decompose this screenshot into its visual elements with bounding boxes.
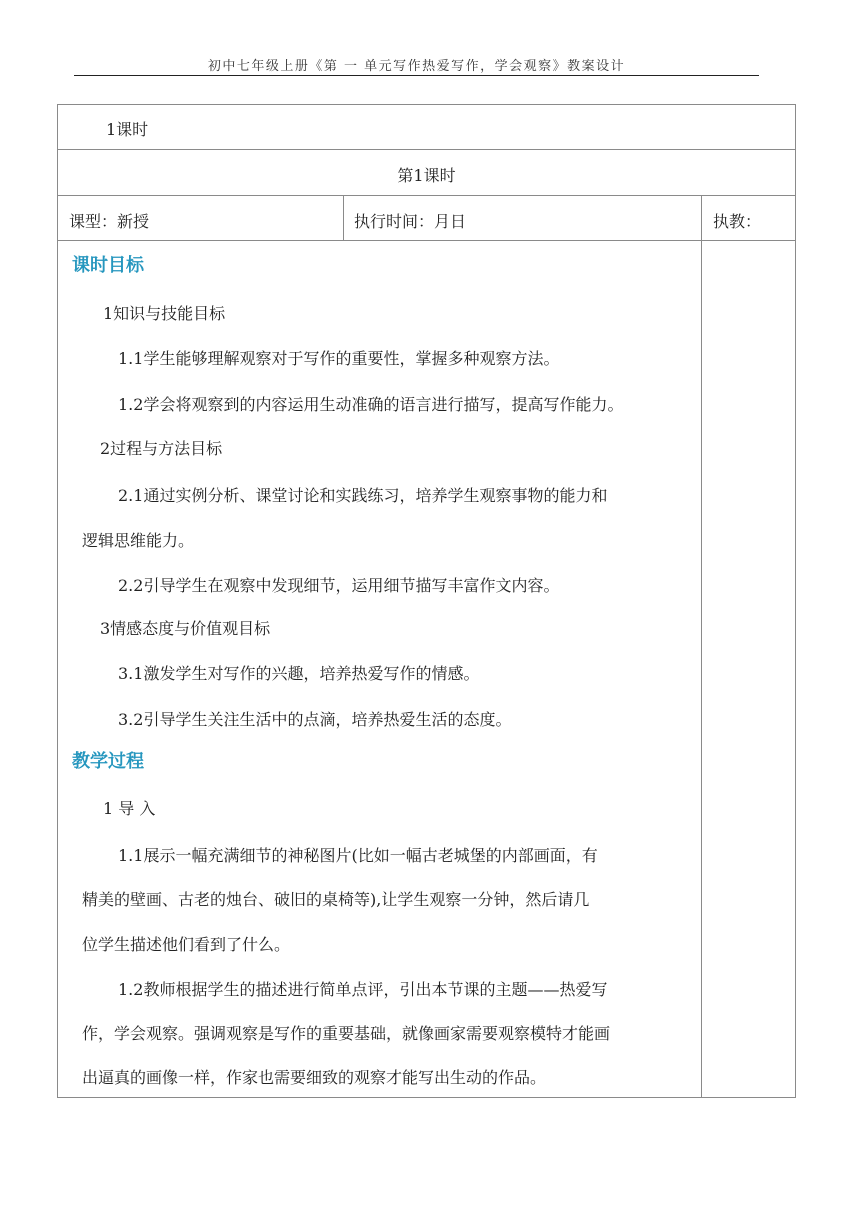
process-line: 1.1展示一幅充满细节的神秘图片(比如一幅古老城堡的内部画面，有 xyxy=(118,846,598,865)
objective-line: 2.2引导学生在观察中发现细节，运用细节描写丰富作文内容。 xyxy=(118,576,560,595)
objective-line: 2过程与方法目标 xyxy=(100,439,223,458)
objective-line: 1.1学生能够理解观察对于写作的重要性，掌握多种观察方法。 xyxy=(118,349,560,368)
objective-line: 逻辑思维能力。 xyxy=(82,531,195,550)
table-divider xyxy=(701,195,702,1098)
objective-line: 3情感态度与价值观目标 xyxy=(100,619,271,638)
teacher-label: 执教： xyxy=(713,212,762,231)
process-heading: 教学过程 xyxy=(72,751,144,772)
process-line: 出逼真的画像一样，作家也需要细致的观察才能写出生动的作品。 xyxy=(82,1068,547,1087)
execution-time: 执行时间：月日 xyxy=(354,212,467,231)
table-divider xyxy=(58,195,795,196)
objectives-heading: 课时目标 xyxy=(72,255,144,276)
process-line: 精美的壁画、古老的烛台、破旧的桌椅等),让学生观察一分钟，然后请几 xyxy=(82,890,590,909)
objective-line: 2.1通过实例分析、课堂讨论和实践练习，培养学生观察事物的能力和 xyxy=(118,486,608,505)
process-line: 1 导 入 xyxy=(103,799,156,818)
header-rule xyxy=(74,75,759,76)
objective-line: 3.2引导学生关注生活中的点滴，培养热爱生活的态度。 xyxy=(118,710,512,729)
table-divider xyxy=(58,149,795,150)
objective-line: 3.1激发学生对写作的兴趣，培养热爱写作的情感。 xyxy=(118,664,480,683)
process-line: 作，学会观察。强调观察是写作的重要基础，就像画家需要观察模特才能画 xyxy=(82,1024,611,1043)
lesson-plan-table xyxy=(57,104,796,1098)
document-header: 初中七年级上册《第 一 单元写作热爱写作，学会观察》教案设计 xyxy=(207,59,626,74)
lesson-type: 课型：新授 xyxy=(69,212,150,231)
objective-line: 1知识与技能目标 xyxy=(103,304,226,323)
objective-line: 1.2学会将观察到的内容运用生动准确的语言进行描写，提高写作能力。 xyxy=(118,395,624,414)
lesson-title: 第1课时 xyxy=(397,166,456,185)
process-line: 位学生描述他们看到了什么。 xyxy=(82,935,291,954)
table-divider xyxy=(58,240,795,241)
process-line: 1.2教师根据学生的描述进行简单点评，引出本节课的主题——热爱写 xyxy=(118,980,608,999)
table-divider xyxy=(343,195,344,240)
lesson-count: 1课时 xyxy=(106,120,149,139)
